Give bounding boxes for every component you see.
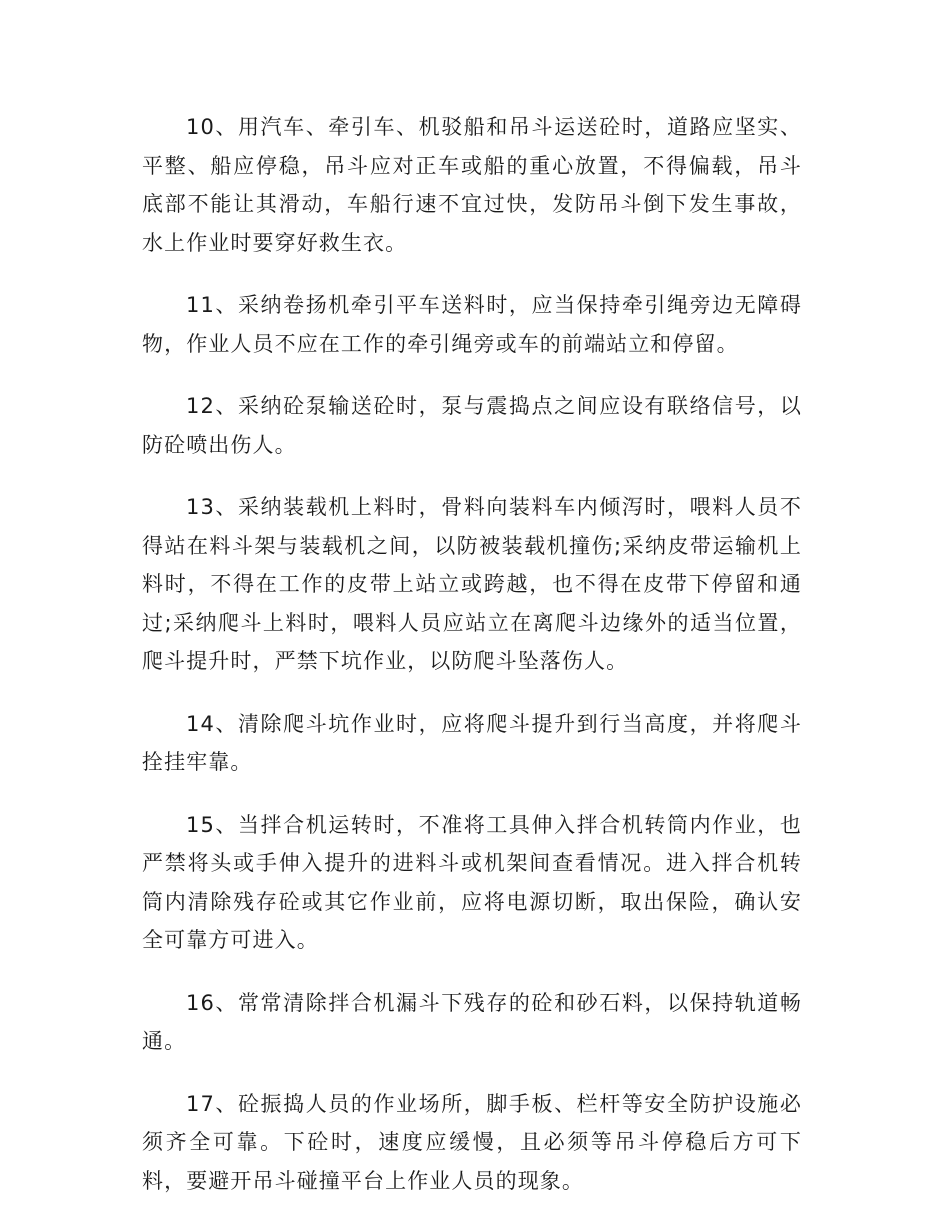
paragraph-10: 10、用汽车、牵引车、机驳船和吊斗运送砼时，道路应坚实、平整、船应停稳，吊斗应对正车或船的重心放置，不得偏载，吊斗底部不能让其滑动，车船行速不宜过快，发防吊斗倒下发生事故，水上作业时要穿好救生衣。 <box>142 115 802 255</box>
paragraph-17: 17、砼振捣人员的作业场所，脚手板、栏杆等安全防护设施必须齐全可靠。下砼时，速度应缓慢，且必须等吊斗停稳后方可下料，要避开吊斗碰撞平台上作业人员的现象。 <box>142 1091 802 1193</box>
paragraph-12: 12、采纳砼泵输送砼时，泵与震捣点之间应设有联络信号，以防砼喷出伤人。 <box>142 394 802 457</box>
paragraph-16: 16、常常清除拌合机漏斗下残存的砼和砂石料，以保持轨道畅通。 <box>142 990 802 1053</box>
paragraph-14: 14、清除爬斗坑作业时，应将爬斗提升到行当高度，并将爬斗拴挂牢靠。 <box>142 711 802 774</box>
document-body <box>142 108 802 1224</box>
paragraph-11: 11、采纳卷扬机牵引平车送料时，应当保持牵引绳旁边无障碍物，作业人员不应在工作的牵引绳旁或车的前端站立和停留。 <box>142 293 802 356</box>
paragraph-13: 13、采纳装载机上料时，骨料向装料车内倾泻时，喂料人员不得站在料斗架与装载机之间，以防被装载机撞伤;采纳皮带运输机上料时，不得在工作的皮带上站立或跨越，也不得在皮带下停留和通过;采纳爬斗上料时，喂料人员应站立在离爬斗边缘外的适当位置，爬斗提升时，严禁下坑作业，以防爬斗坠落伤人。 <box>142 495 802 673</box>
paragraph-15: 15、当拌合机运转时，不准将工具伸入拌合机转筒内作业，也严禁将头或手伸入提升的进料斗或机架间查看情况。进入拌合机转筒内清除残存砼或其它作业前，应将电源切断，取出保险，确认安全可靠方可进入。 <box>142 812 802 952</box>
